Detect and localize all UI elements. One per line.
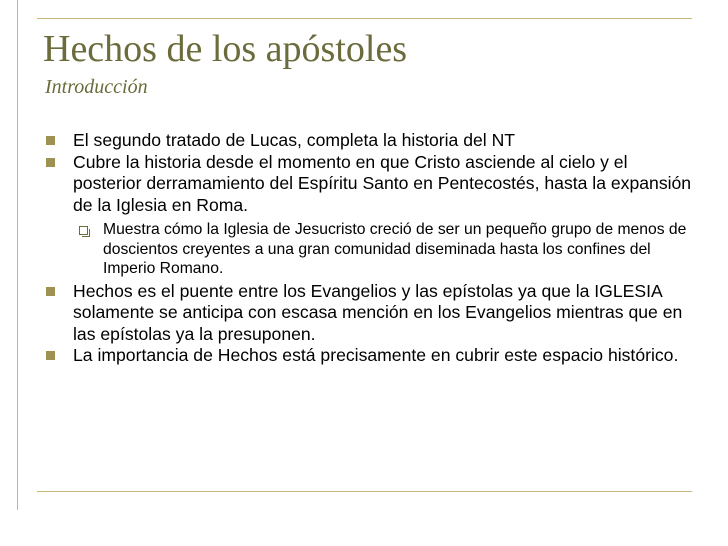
square-bullet-icon xyxy=(46,158,55,167)
sub-bullet-list xyxy=(73,220,696,279)
top-horizontal-rule xyxy=(37,18,692,19)
bottom-horizontal-rule xyxy=(37,491,692,492)
bullet-list xyxy=(46,130,696,367)
bullet-text: La importancia de Hechos está precisamente en cubrir este espacio histórico. xyxy=(73,345,679,365)
bullet-item xyxy=(46,152,696,279)
hollow-square-bullet-icon xyxy=(79,226,88,235)
bullet-text: Cubre la historia desde el momento en que Cristo asciende al cielo y el posterior derramamiento del Espíritu Santo en Pentecostés, hasta la expansión de la Iglesia en Roma. xyxy=(73,151,692,215)
bullet-item xyxy=(46,345,696,367)
bullet-item xyxy=(46,281,696,346)
slide-title: Hechos de los apóstoles xyxy=(43,28,408,70)
bullet-item xyxy=(46,130,696,152)
square-bullet-icon xyxy=(46,136,55,145)
bullet-text: Hechos es el puente entre los Evangelios y las epístolas ya que la IGLESIA solamente se anticipa con escasa mención en los Evangelios mientras que en las epístolas ya la presuponen. xyxy=(73,280,683,344)
slide-subtitle: Introducción xyxy=(45,76,148,98)
sub-bullet-text: Muestra cómo la Iglesia de Jesucristo creció de ser un pequeño grupo de menos de doscientos creyentes a una gran comunidad diseminada hasta los confines del Imperio Romano. xyxy=(103,221,687,277)
square-bullet-icon xyxy=(46,287,55,296)
sub-bullet-item xyxy=(73,220,696,279)
square-bullet-icon xyxy=(46,351,55,360)
bullet-text: El segundo tratado de Lucas, completa la historia del NT xyxy=(73,130,516,150)
left-vertical-rule xyxy=(17,0,18,510)
